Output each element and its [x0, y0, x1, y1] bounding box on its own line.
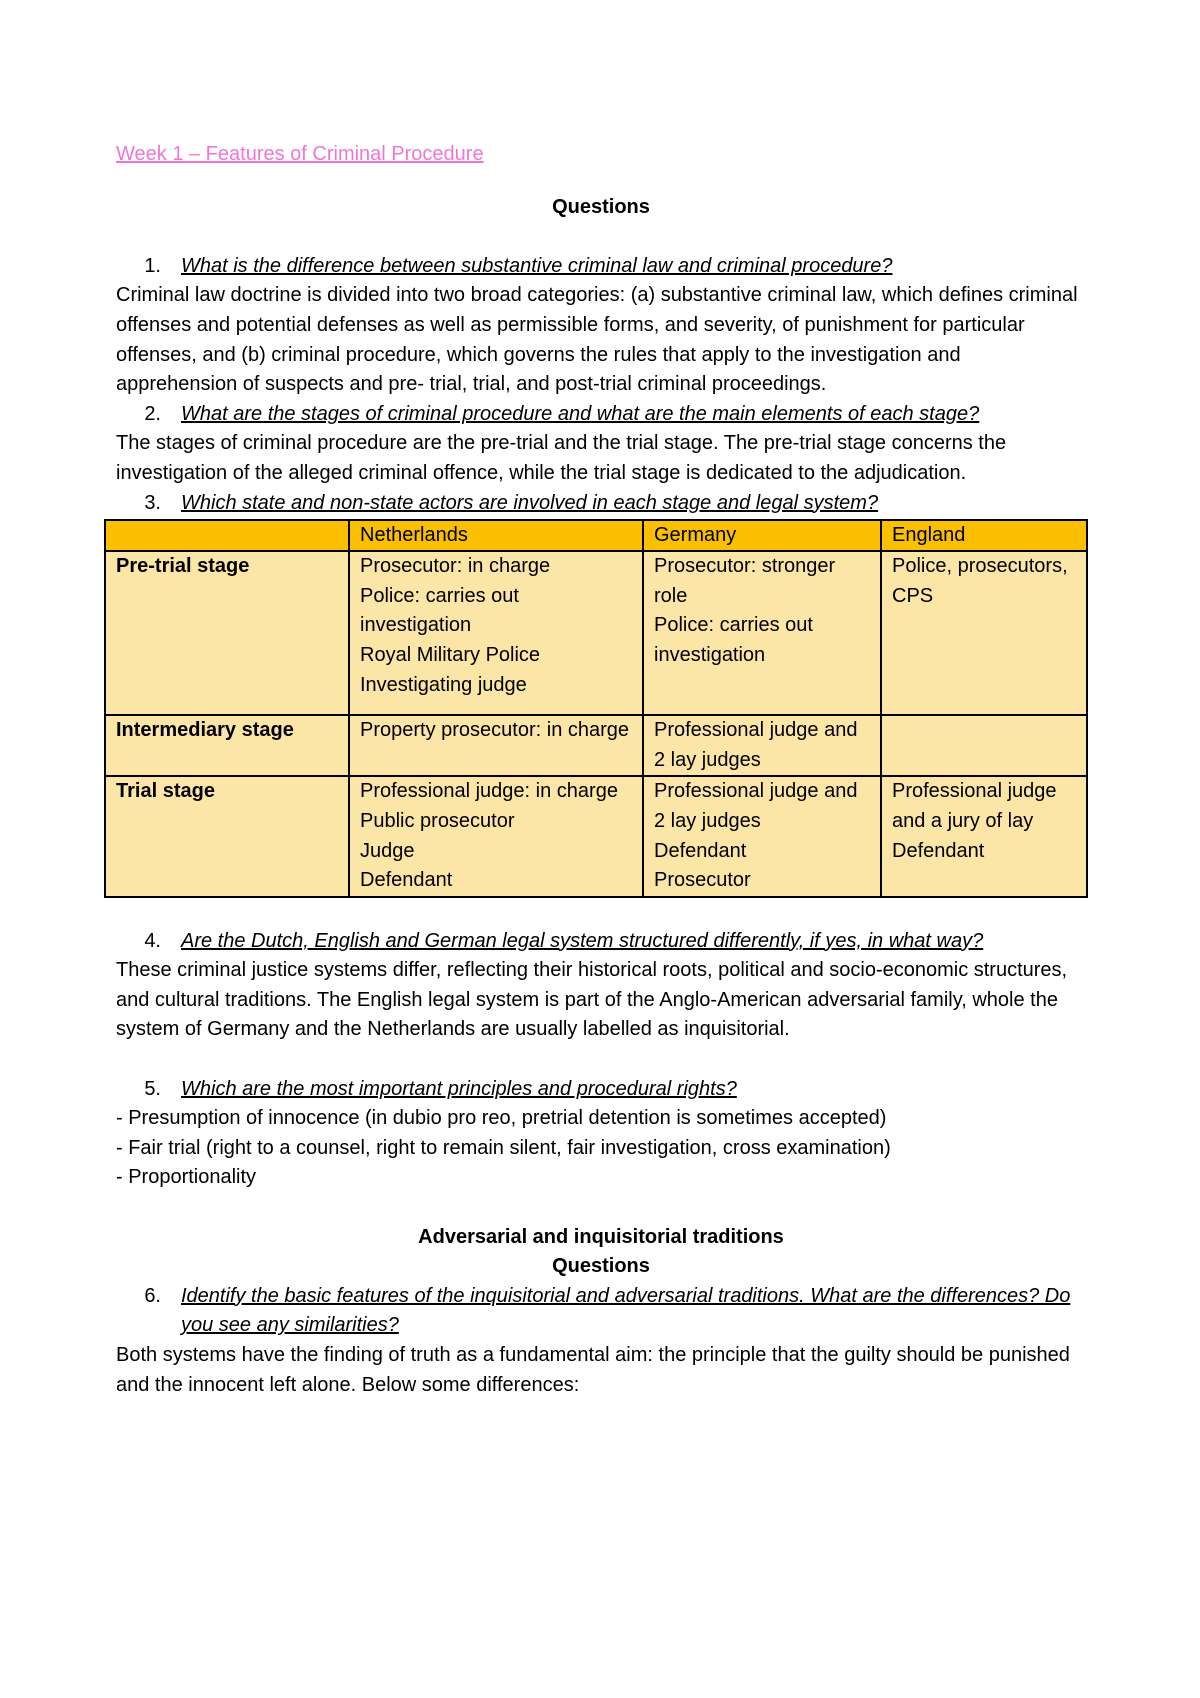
cell-line: Police, prosecutors, CPS: [892, 555, 1068, 607]
table-header-cell: [105, 520, 349, 551]
stage-cell: Trial stage: [105, 776, 349, 896]
england-cell: [881, 715, 1087, 776]
england-cell: [881, 776, 1087, 896]
question-text: Which state and non-state actors are involved in each stage and legal system?: [181, 491, 879, 514]
answer-6: Both systems have the finding of truth as a fundamental aim: the principle that the guilty should be punished and the innocent left alone. Below some differences:: [116, 1344, 1070, 1396]
question-3: [116, 489, 1086, 519]
cell-line: Judge: [360, 839, 415, 862]
cell-line: Professional judge: in charge: [360, 780, 618, 803]
table-row: [105, 551, 1087, 715]
question-2: [116, 400, 1086, 430]
cell-line: Professional judge and 2 lay judges: [654, 719, 858, 771]
answer-4: These criminal justice systems differ, reflecting their historical roots, political and socio-economic structures, and cultural traditions. The English legal system is part of the Anglo-American adversarial family, whole the system of Germany and the Netherlands are usually labelled as inquisitorial.: [116, 959, 1068, 1041]
page-title: Week 1 – Features of Criminal Procedure: [116, 143, 484, 165]
cell-line: Professional judge and 2 lay judges: [654, 780, 858, 832]
table-header-cell: Netherlands: [349, 520, 643, 551]
answer-1: Criminal law doctrine is divided into two broad categories: (a) substantive criminal law, which defines criminal offenses and potential defenses as well as permissible forms, and severity, of punishment for particular offenses, and (b) criminal procedure, which governs the rules that apply to the investigation and apprehension of suspects and pre- trial, trial, and post-trial criminal proceedings.: [116, 284, 1078, 396]
question-number: 3.: [144, 491, 161, 514]
section-questions-heading: Questions: [552, 1255, 650, 1278]
germany-cell: [643, 776, 881, 896]
cell-line: Police: carries out investigation: [654, 614, 813, 666]
cell-line: Prosecutor: stronger role: [654, 555, 836, 607]
germany-cell: [643, 715, 881, 776]
actors-table: [104, 519, 1088, 898]
question-number: 4.: [144, 929, 161, 952]
section-heading: Adversarial and inquisitorial traditions: [418, 1225, 784, 1248]
cell-line: Prosecutor: in charge: [360, 555, 551, 578]
netherlands-cell: [349, 776, 643, 896]
answer-5-item: - Presumption of innocence (in dubio pro reo, pretrial detention is sometimes accepted): [116, 1107, 887, 1130]
cell-line: Public prosecutor: [360, 809, 515, 832]
question-text: Are the Dutch, English and German legal system structured differently, if yes, in what way?: [181, 929, 984, 952]
question-text: What is the difference between substantive criminal law and criminal procedure?: [181, 254, 893, 277]
question-number: 6.: [144, 1284, 161, 1307]
question-number: 1.: [144, 254, 161, 277]
cell-line: Royal Military Police: [360, 643, 541, 666]
cell-line: Investigating judge: [360, 673, 527, 696]
question-text: What are the stages of criminal procedure and what are the main elements of each stage?: [181, 402, 980, 425]
germany-cell: [643, 551, 881, 715]
question-5: [116, 1075, 1086, 1105]
cell-line: Police: carries out investigation: [360, 584, 519, 637]
cell-line: Professional judge and a jury of lay: [892, 780, 1057, 832]
netherlands-cell: [349, 551, 643, 715]
answer-2: The stages of criminal procedure are the pre-trial and the trial stage. The pre-trial stage concerns the investigation of the alleged criminal offence, while the trial stage is dedicated to the adjudication.: [116, 432, 1007, 484]
question-1: [116, 252, 1086, 282]
table-header-cell: England: [881, 520, 1087, 551]
netherlands-cell: [349, 715, 643, 776]
document-body: [116, 140, 1086, 1400]
cell-line: Defendant: [892, 839, 985, 862]
question-number: 2.: [144, 402, 161, 425]
cell-line: Defendant: [360, 869, 453, 892]
cell-line: Property prosecutor: in charge: [360, 719, 630, 742]
answer-5-item: - Proportionality: [116, 1166, 257, 1189]
question-number: 5.: [144, 1077, 161, 1100]
cell-line: Defendant: [654, 839, 747, 862]
table-row: [105, 715, 1087, 776]
stage-cell: Pre-trial stage: [105, 551, 349, 715]
table-header-row: [105, 520, 1087, 551]
answer-5-item: - Fair trial (right to a counsel, right to remain silent, fair investigation, cross examination): [116, 1136, 891, 1159]
question-text: Identify the basic features of the inquisitorial and adversarial traditions. What are the differences? Do you see any similarities?: [181, 1284, 1071, 1337]
table-row: [105, 776, 1087, 896]
stage-cell: Intermediary stage: [105, 715, 349, 776]
question-4: [116, 927, 1086, 957]
table-header-cell: Germany: [643, 520, 881, 551]
cell-line: Prosecutor: [654, 869, 751, 892]
england-cell: [881, 551, 1087, 715]
questions-heading: Questions: [552, 195, 650, 218]
question-6: [116, 1282, 1086, 1341]
question-text: Which are the most important principles and procedural rights?: [181, 1077, 737, 1100]
